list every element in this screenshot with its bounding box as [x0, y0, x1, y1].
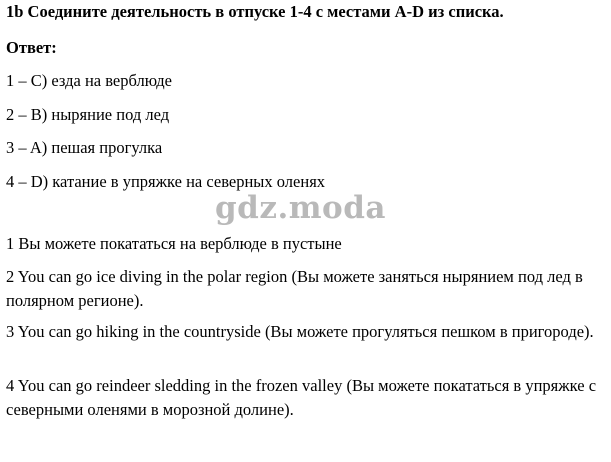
watermark: gdz.moda — [215, 190, 386, 226]
sentence-4: 4 You can go reindeer sledding in the frozen valley (Вы можете покататься в упряжке с северными оленями в морозной долине). — [6, 376, 597, 419]
match-line-3: 3 – A) пешая прогулка — [6, 138, 163, 157]
task-title: 1b Соедините деятельность в отпуске 1-4 с местами A-D из списка. — [6, 2, 504, 21]
match-line-4: 4 – D) катание в упряжке на северных оленях — [6, 172, 326, 191]
sentence-3: 3 You can go hiking in the countryside (Вы можете прогуляться пешком в пригороде). — [6, 322, 594, 341]
match-line-1: 1 – C) езда на верблюде — [6, 71, 172, 90]
sentence-2: 2 You can go ice diving in the polar region (Вы можете заняться нырянием под лед в полярном регионе). — [6, 267, 583, 310]
sentence-1: 1 Вы можете покататься на верблюде в пустыне — [6, 234, 342, 253]
match-line-2: 2 – B) ныряние под лед — [6, 105, 170, 124]
answer-label: Ответ: — [6, 38, 57, 57]
